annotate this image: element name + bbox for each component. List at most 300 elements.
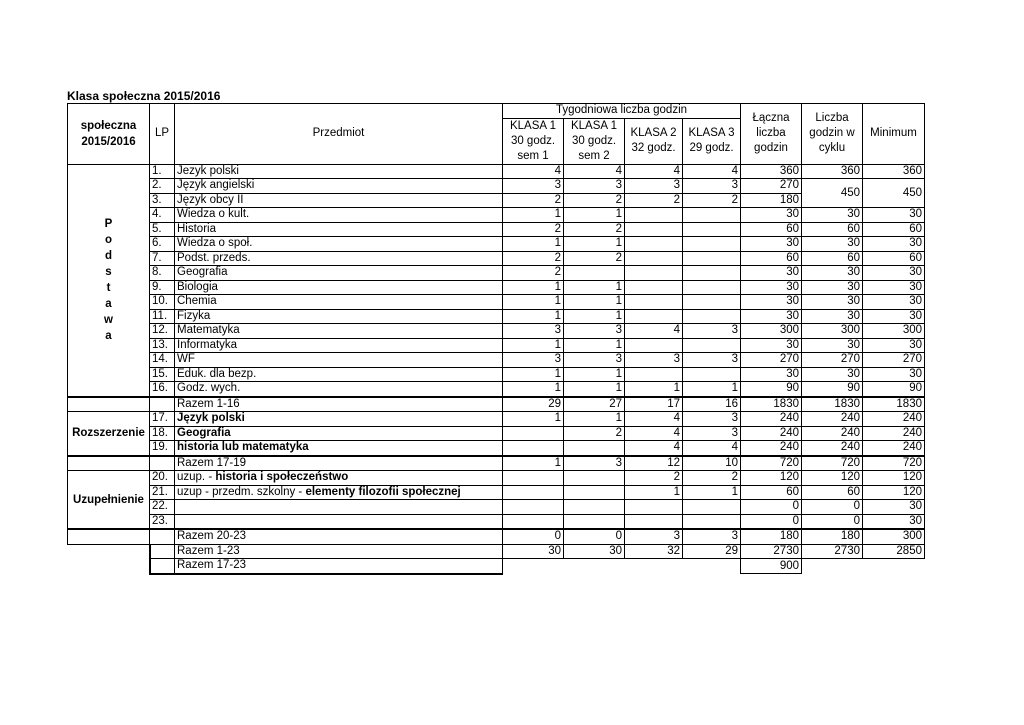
- row-subject: Geografia: [175, 266, 503, 281]
- table-row: [68, 222, 925, 237]
- row-lp: 10.: [150, 295, 175, 310]
- row-lp: 8.: [150, 266, 175, 281]
- sum-total: 180: [741, 529, 802, 544]
- cell-cycle: 270: [802, 353, 863, 368]
- cell-k2: [625, 280, 683, 295]
- sum-k2: 17: [625, 397, 683, 412]
- cell-k3: [683, 309, 741, 324]
- cell-cycle: 60: [802, 251, 863, 266]
- row-subject: Język polski: [175, 412, 503, 427]
- header-k1s1: KLASA 1 30 godz. sem 1: [503, 118, 564, 164]
- cell-total: 30: [741, 338, 802, 353]
- cell-k3: [683, 338, 741, 353]
- cell-min: 30: [863, 367, 925, 382]
- cell-k1s1: 2: [503, 251, 564, 266]
- header-group: społeczna 2015/2016: [68, 104, 150, 165]
- table-row: [68, 485, 925, 500]
- cell-k1s2: 1: [564, 295, 625, 310]
- cell-min: 90: [863, 382, 925, 397]
- sum-label: Razem 1-23: [175, 544, 503, 559]
- cell-total: 60: [741, 222, 802, 237]
- row-subject: WF: [175, 353, 503, 368]
- cell-cycle: 450: [802, 179, 863, 208]
- cell-k1s1: 1: [503, 412, 564, 427]
- sheet-title: Klasa społeczna 2015/2016: [67, 89, 221, 103]
- sum-k2: 3: [625, 529, 683, 544]
- table-row: [68, 251, 925, 266]
- table-row: [68, 426, 925, 441]
- cell-cycle: 60: [802, 485, 863, 500]
- cell-total: 60: [741, 251, 802, 266]
- cell-k3: [683, 266, 741, 281]
- cell-k3: 4: [683, 164, 741, 179]
- cell-k1s1: 4: [503, 164, 564, 179]
- sum-lp-blank: [150, 397, 175, 412]
- sum-k1s2: 3: [564, 456, 625, 471]
- sum-cycle: 2730: [802, 544, 863, 559]
- cell-k1s1: 2: [503, 266, 564, 281]
- cell-total: 30: [741, 266, 802, 281]
- cell-k1s1: 1: [503, 338, 564, 353]
- cell-k2: [625, 514, 683, 529]
- sum-lp-blank: [150, 529, 175, 544]
- row-subject: Podst. przeds.: [175, 251, 503, 266]
- row-lp: 20.: [150, 471, 175, 486]
- sum-k1s1: 0: [503, 529, 564, 544]
- subject-bold: elementy filozofii społecznej: [305, 485, 461, 498]
- sum-k3: 29: [683, 544, 741, 559]
- group-letter: a: [105, 298, 112, 310]
- cell-total: 30: [741, 280, 802, 295]
- cell-cycle: 90: [802, 382, 863, 397]
- table-row: [68, 367, 925, 382]
- header-k1s2: KLASA 1 30 godz. sem 2: [564, 118, 625, 164]
- table-row: [68, 324, 925, 339]
- cell-min: 360: [863, 164, 925, 179]
- row-subject: Geografia: [175, 426, 503, 441]
- table-row: [68, 179, 925, 194]
- cell-k2: 4: [625, 324, 683, 339]
- cell-k2: 2: [625, 193, 683, 208]
- header-minimum: Minimum: [863, 104, 925, 165]
- cell-k1s2: 2: [564, 193, 625, 208]
- cell-k1s2: 1: [564, 208, 625, 223]
- row-subject: Historia: [175, 222, 503, 237]
- group-uzupelnienie: Uzupełnienie: [68, 471, 150, 530]
- row-lp: 23.: [150, 514, 175, 529]
- sum-min: 720: [863, 456, 925, 471]
- group-podstawa: [68, 164, 150, 397]
- header-weekly: Tygodniowa liczba godzin: [503, 104, 741, 119]
- cell-cycle: 0: [802, 514, 863, 529]
- table-row: [68, 295, 925, 310]
- group-letter: a: [105, 330, 112, 342]
- sum-k1s2: 27: [564, 397, 625, 412]
- cell-total: 30: [741, 208, 802, 223]
- sum-blank: [68, 397, 150, 412]
- sum-row-1-16: [68, 397, 925, 412]
- cell-cycle: 240: [802, 426, 863, 441]
- cell-k1s1: 1: [503, 382, 564, 397]
- sum-cycle: 720: [802, 456, 863, 471]
- cell-total: 360: [741, 164, 802, 179]
- cell-k2: [625, 500, 683, 515]
- cell-k1s2: [564, 500, 625, 515]
- row-subject: Godz. wych.: [175, 382, 503, 397]
- row-lp: 13.: [150, 338, 175, 353]
- cell-k3: 3: [683, 179, 741, 194]
- sum-cycle: 1830: [802, 397, 863, 412]
- cell-k3: 2: [683, 471, 741, 486]
- sum-k2: 12: [625, 456, 683, 471]
- sum-row-20-23: [68, 529, 925, 544]
- cell-min: 30: [863, 280, 925, 295]
- row-lp: 21.: [150, 485, 175, 500]
- row-lp: 9.: [150, 280, 175, 295]
- cell-min: 30: [863, 208, 925, 223]
- sum-k3: 3: [683, 529, 741, 544]
- cell-k1s2: [564, 485, 625, 500]
- subject-prefix: uzup. -: [177, 471, 216, 484]
- cell-total: 270: [741, 353, 802, 368]
- cell-k2: 1: [625, 382, 683, 397]
- sum-label: Razem 1-16: [175, 397, 503, 412]
- subject-bold: historia i społeczeństwo: [215, 471, 349, 484]
- cell-k2: [625, 309, 683, 324]
- cell-cycle: 300: [802, 324, 863, 339]
- cell-k1s1: 1: [503, 280, 564, 295]
- blank: [150, 544, 175, 559]
- cell-min: 30: [863, 295, 925, 310]
- row-lp: 11.: [150, 309, 175, 324]
- row-subject: [175, 471, 503, 486]
- cell-total: 270: [741, 179, 802, 194]
- row-lp: 4.: [150, 208, 175, 223]
- cell-k1s2: 1: [564, 382, 625, 397]
- table-row: [68, 382, 925, 397]
- cell-total: 90: [741, 382, 802, 397]
- row-lp: 5.: [150, 222, 175, 237]
- cell-k2: 3: [625, 179, 683, 194]
- cell-cycle: 0: [802, 500, 863, 515]
- group-letter: s: [105, 266, 112, 278]
- cell-cycle: 120: [802, 471, 863, 486]
- sum-row-17-23: [68, 559, 925, 574]
- cell-k1s1: 1: [503, 208, 564, 223]
- cell-total: 30: [741, 309, 802, 324]
- group-letter: t: [106, 282, 111, 294]
- group-letter: P: [104, 218, 113, 230]
- header-k2: KLASA 2 32 godz.: [625, 118, 683, 164]
- sum-total: 900: [741, 559, 802, 574]
- cell-k1s1: [503, 441, 564, 456]
- sum-total: 2730: [741, 544, 802, 559]
- cell-total: 30: [741, 367, 802, 382]
- cell-min: 30: [863, 237, 925, 252]
- sum-cycle: 180: [802, 529, 863, 544]
- cell-min: 270: [863, 353, 925, 368]
- cell-cycle: 30: [802, 338, 863, 353]
- cell-total: 60: [741, 485, 802, 500]
- blank: [150, 559, 175, 574]
- row-subject: Chemia: [175, 295, 503, 310]
- cell-k3: [683, 295, 741, 310]
- cell-min: 60: [863, 222, 925, 237]
- cell-k1s1: [503, 485, 564, 500]
- cell-total: 180: [741, 193, 802, 208]
- cell-cycle: 30: [802, 367, 863, 382]
- row-subject: Fizyka: [175, 309, 503, 324]
- cell-total: 30: [741, 295, 802, 310]
- sum-k1s1: 30: [503, 544, 564, 559]
- cell-min: 30: [863, 309, 925, 324]
- table-row: [68, 514, 925, 529]
- row-subject: Wiedza o społ.: [175, 237, 503, 252]
- row-lp: 7.: [150, 251, 175, 266]
- row-subject: Język angielski: [175, 179, 503, 194]
- cell-k2: [625, 208, 683, 223]
- row-lp: 15.: [150, 367, 175, 382]
- cell-k1s2: 1: [564, 412, 625, 427]
- header-row-1: [68, 104, 925, 119]
- cell-cycle: 30: [802, 295, 863, 310]
- cell-cycle: 30: [802, 266, 863, 281]
- cell-total: 0: [741, 500, 802, 515]
- cell-min: 240: [863, 426, 925, 441]
- cell-k1s2: 3: [564, 324, 625, 339]
- row-lp: 22.: [150, 500, 175, 515]
- row-lp: 2.: [150, 179, 175, 194]
- cell-k3: [683, 208, 741, 223]
- row-subject: [175, 485, 503, 500]
- cell-total: 120: [741, 471, 802, 486]
- cell-cycle: 240: [802, 441, 863, 456]
- cell-cycle: 30: [802, 208, 863, 223]
- header-subject: Przedmiot: [175, 104, 503, 165]
- cell-min: 30: [863, 514, 925, 529]
- cell-min: 300: [863, 324, 925, 339]
- cell-k1s1: [503, 500, 564, 515]
- cell-k2: [625, 338, 683, 353]
- cell-k1s2: 4: [564, 164, 625, 179]
- cell-k3: 3: [683, 426, 741, 441]
- cell-k3: 1: [683, 485, 741, 500]
- sum-k1s2: 30: [564, 544, 625, 559]
- blank: [802, 559, 925, 574]
- table-row: [68, 441, 925, 456]
- sum-k3: 16: [683, 397, 741, 412]
- subject-prefix: uzup - przedm. szkolny -: [177, 485, 306, 498]
- cell-total: 240: [741, 412, 802, 427]
- table-row: [68, 309, 925, 324]
- row-subject: Eduk. dla bezp.: [175, 367, 503, 382]
- cell-min: 450: [863, 179, 925, 208]
- sum-blank: [68, 456, 150, 471]
- cell-k2: 4: [625, 164, 683, 179]
- cell-k2: [625, 222, 683, 237]
- cell-k1s1: [503, 514, 564, 529]
- cell-k3: [683, 367, 741, 382]
- row-lp: 18.: [150, 426, 175, 441]
- blank: [68, 544, 150, 559]
- cell-k3: [683, 280, 741, 295]
- row-lp: 17.: [150, 412, 175, 427]
- sum-min: 300: [863, 529, 925, 544]
- cell-total: 240: [741, 441, 802, 456]
- cell-total: 240: [741, 426, 802, 441]
- cell-k1s1: 3: [503, 353, 564, 368]
- table-row: [68, 237, 925, 252]
- blank: [68, 559, 150, 574]
- row-lp: 19.: [150, 441, 175, 456]
- cell-k3: [683, 237, 741, 252]
- row-lp: 16.: [150, 382, 175, 397]
- cell-k1s1: 1: [503, 295, 564, 310]
- cell-min: 240: [863, 412, 925, 427]
- row-lp: 1.: [150, 164, 175, 179]
- sum-label: Razem 17-23: [175, 559, 503, 574]
- cell-k1s1: 3: [503, 179, 564, 194]
- group-letter: w: [104, 314, 113, 326]
- cell-min: 120: [863, 471, 925, 486]
- cell-k3: 1: [683, 382, 741, 397]
- sum-k3: 10: [683, 456, 741, 471]
- group-letter: d: [104, 250, 113, 262]
- cell-cycle: 30: [802, 280, 863, 295]
- header-lp: LP: [150, 104, 175, 165]
- table-row: [68, 500, 925, 515]
- cell-k1s1: 1: [503, 309, 564, 324]
- cell-total: 0: [741, 514, 802, 529]
- sum-total: 1830: [741, 397, 802, 412]
- cell-k1s2: [564, 471, 625, 486]
- cell-k2: [625, 367, 683, 382]
- cell-k3: [683, 500, 741, 515]
- cell-k2: 4: [625, 426, 683, 441]
- cell-k3: 3: [683, 353, 741, 368]
- sum-row-17-19: [68, 456, 925, 471]
- cell-min: 60: [863, 251, 925, 266]
- row-subject: [175, 514, 503, 529]
- cell-k3: 3: [683, 324, 741, 339]
- cell-k1s2: 1: [564, 367, 625, 382]
- cell-k2: 4: [625, 412, 683, 427]
- group-rozszerzenie: Rozszerzenie: [68, 412, 150, 456]
- row-subject: [175, 500, 503, 515]
- cell-cycle: 360: [802, 164, 863, 179]
- table-row: [68, 280, 925, 295]
- group-letter: o: [104, 234, 113, 246]
- cell-k3: 3: [683, 412, 741, 427]
- row-subject: Informatyka: [175, 338, 503, 353]
- cell-min: 240: [863, 441, 925, 456]
- cell-k2: 4: [625, 441, 683, 456]
- cell-k1s2: 2: [564, 222, 625, 237]
- cell-k3: [683, 514, 741, 529]
- cell-cycle: 240: [802, 412, 863, 427]
- row-lp: 12.: [150, 324, 175, 339]
- cell-total: 30: [741, 237, 802, 252]
- row-lp: 14.: [150, 353, 175, 368]
- sum-total: 720: [741, 456, 802, 471]
- row-subject: Jezyk polski: [175, 164, 503, 179]
- cell-k3: 2: [683, 193, 741, 208]
- row-subject: historia lub matematyka: [175, 441, 503, 456]
- cell-k1s2: [564, 441, 625, 456]
- table-row: [68, 266, 925, 281]
- cell-k1s1: 3: [503, 324, 564, 339]
- table-row: [68, 353, 925, 368]
- cell-k1s1: 2: [503, 193, 564, 208]
- header-total: Łączna liczba godzin: [741, 104, 802, 165]
- cell-k1s1: 2: [503, 222, 564, 237]
- sum-min: 2850: [863, 544, 925, 559]
- cell-k2: [625, 295, 683, 310]
- table-row: [68, 164, 925, 179]
- cell-min: 30: [863, 338, 925, 353]
- sum-label: Razem 17-19: [175, 456, 503, 471]
- sum-k2: 32: [625, 544, 683, 559]
- sum-k1s1: 1: [503, 456, 564, 471]
- cell-k1s2: 2: [564, 426, 625, 441]
- schedule-table: [67, 103, 925, 575]
- cell-cycle: 60: [802, 222, 863, 237]
- cell-k3: [683, 251, 741, 266]
- cell-k1s1: 1: [503, 237, 564, 252]
- cell-k2: 1: [625, 485, 683, 500]
- cell-k2: 3: [625, 353, 683, 368]
- cell-k2: [625, 266, 683, 281]
- row-subject: Biologia: [175, 280, 503, 295]
- cell-cycle: 30: [802, 309, 863, 324]
- row-subject: Matematyka: [175, 324, 503, 339]
- cell-k1s2: 3: [564, 353, 625, 368]
- cell-cycle: 30: [802, 237, 863, 252]
- cell-k2: [625, 251, 683, 266]
- sum-min: 1830: [863, 397, 925, 412]
- cell-k1s2: 1: [564, 237, 625, 252]
- cell-k1s1: 1: [503, 367, 564, 382]
- cell-k3: [683, 222, 741, 237]
- table-row: [68, 338, 925, 353]
- sum-blank: [68, 529, 150, 544]
- header-k3: KLASA 3 29 godz.: [683, 118, 741, 164]
- cell-total: 300: [741, 324, 802, 339]
- row-subject: Język obcy II: [175, 193, 503, 208]
- cell-k1s1: [503, 426, 564, 441]
- row-subject: Wiedza o kult.: [175, 208, 503, 223]
- table-row: [68, 412, 925, 427]
- sum-label: Razem 20-23: [175, 529, 503, 544]
- cell-k1s2: [564, 266, 625, 281]
- cell-k1s2: 1: [564, 309, 625, 324]
- cell-k2: 2: [625, 471, 683, 486]
- cell-k3: 4: [683, 441, 741, 456]
- cell-k1s2: 1: [564, 338, 625, 353]
- sum-lp-blank: [150, 456, 175, 471]
- row-lp: 3.: [150, 193, 175, 208]
- blank: [503, 559, 741, 574]
- table-row: [68, 208, 925, 223]
- cell-k1s2: 2: [564, 251, 625, 266]
- sum-k1s2: 0: [564, 529, 625, 544]
- row-lp: 6.: [150, 237, 175, 252]
- cell-min: 120: [863, 485, 925, 500]
- cell-k1s2: [564, 514, 625, 529]
- cell-k1s1: [503, 471, 564, 486]
- table-row: [68, 193, 925, 208]
- cell-k1s2: 3: [564, 179, 625, 194]
